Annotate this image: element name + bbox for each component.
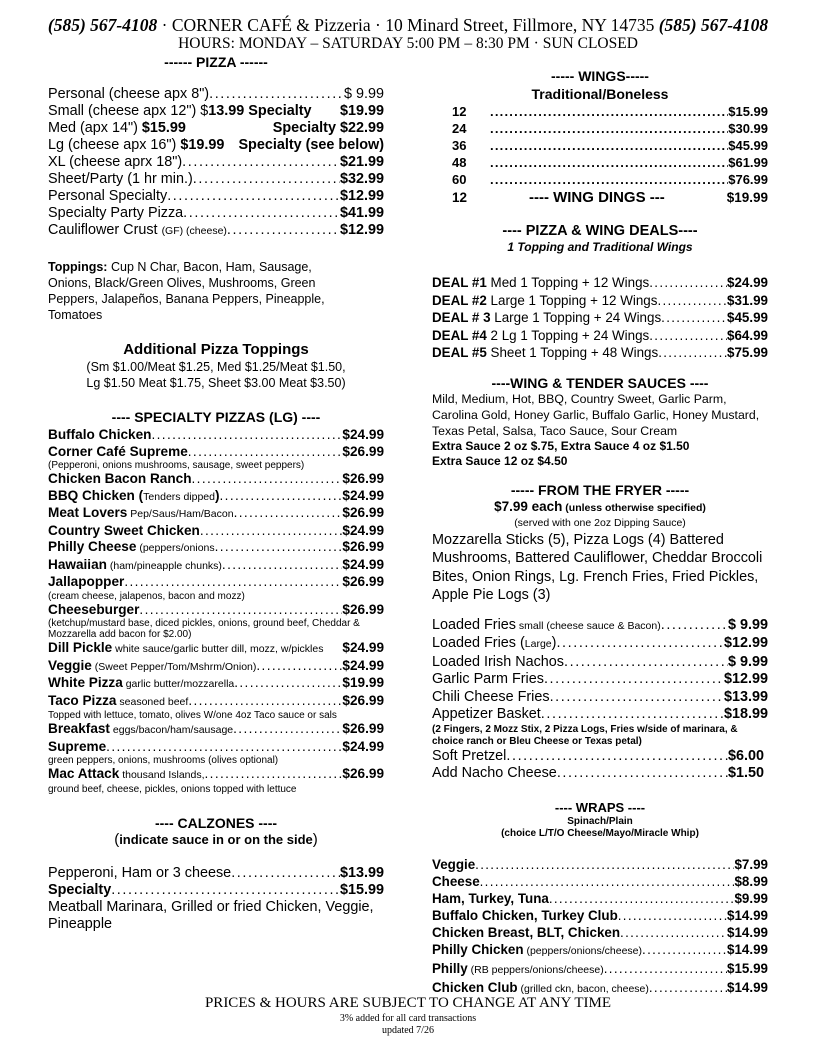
item-name: Ham, Turkey, Tuna bbox=[432, 890, 549, 906]
item-name: Dill Pickle white sauce/garlic butter dill, mozz, w/pickles bbox=[48, 640, 324, 655]
item-price: $76.99 bbox=[728, 172, 768, 187]
item-price: $14.99 bbox=[727, 979, 768, 995]
item-name: Taco Pizza seasoned beef bbox=[48, 692, 189, 708]
specialty-item bbox=[48, 427, 384, 444]
deal-item bbox=[432, 309, 768, 327]
item-name: DEAL # 3 Large 1 Topping + 24 Wings bbox=[432, 310, 662, 325]
wrap-item bbox=[432, 907, 768, 924]
pizza-item: Lg (cheese apx 16") $19.99 Specialty (see below) bbox=[48, 137, 384, 153]
fryer-list: Mozzarella Sticks (5), Pizza Logs (4) Battered Mushrooms, Battered Cauliflower, Cheddar Broccoli Bites, Onion Rings, Lg. French Fries, Fried Pickles, Apple Pie Logs (3) bbox=[432, 531, 763, 603]
header-line: (585) 567-4108 · CORNER CAFÉ & Pizzeria · 10 Minard Street, Fillmore, NY 14735 (585) 567-4108 bbox=[47, 15, 769, 35]
extra-sauce: Extra Sauce 12 oz $4.50 bbox=[432, 453, 568, 468]
item-price: $14.99 bbox=[727, 924, 768, 940]
business-name: CORNER CAFÉ & Pizzeria bbox=[171, 15, 371, 35]
item-price: $15.99 bbox=[727, 960, 768, 976]
item-name: Meat Lovers Pep/Saus/Ham/Bacon bbox=[48, 505, 234, 520]
item-name: White Pizza garlic butter/mozzarella bbox=[48, 675, 235, 690]
pizza-item: Personal Specialty . . . $12.99 bbox=[48, 188, 384, 205]
footer-updated: updated 7/26 bbox=[382, 1025, 434, 1036]
specialty-desc: ground beef, cheese, pickles, onions topped with lettuce bbox=[48, 783, 297, 795]
basket-note: (2 Fingers, 2 Mozz Stix, 2 Pizza Logs, Fries w/side of marinara, & choice ranch or Bleu Cheese or Texas petal) bbox=[432, 723, 738, 747]
hours: HOURS: MONDAY – SATURDAY 5:00 PM – 8:30 PM bbox=[178, 35, 530, 52]
deals-list bbox=[432, 274, 768, 362]
item-name: 36 bbox=[452, 138, 467, 153]
calzones-subtitle: (indicate sauce in or on the side) bbox=[114, 830, 318, 848]
pizza-title: ------ PIZZA ------ bbox=[164, 54, 268, 70]
specialty-item bbox=[48, 675, 384, 693]
item-price: $24.99 bbox=[342, 657, 384, 673]
item-price: $31.99 bbox=[727, 292, 768, 308]
item-price: $9.99 bbox=[734, 890, 768, 906]
item-price: $26.99 bbox=[342, 574, 384, 589]
item-name: Buffalo Chicken bbox=[48, 427, 152, 442]
item-price: $45.99 bbox=[727, 310, 768, 325]
wings-list bbox=[432, 103, 768, 188]
item-name: Loaded Fries (Large) bbox=[432, 635, 557, 651]
specialty-desc: (Pepperoni, onions mushrooms, sausage, sweet peppers) bbox=[48, 460, 305, 471]
item-price: $75.99 bbox=[727, 345, 768, 360]
item-price: $19.99 bbox=[342, 675, 384, 690]
item-name: Philly Chicken (peppers/onions/cheese) bbox=[432, 941, 643, 957]
item-price: $24.99 bbox=[342, 487, 384, 503]
toppings-list: Toppings: Cup N Char, Bacon, Ham, Sausage, Onions, Black/Green Olives, Mushrooms, Green Peppers, Jalapeños, Banana Peppers, Pineapple, Tomatoes bbox=[48, 260, 325, 322]
item-price: $30.99 bbox=[728, 121, 768, 136]
pizza-item: Sheet/Party (1 hr min.) . . . $32.99 bbox=[48, 171, 384, 188]
item-name: Chicken Breast, BLT, Chicken bbox=[432, 924, 621, 940]
item-price: $6.00 bbox=[727, 747, 764, 764]
fryer-served: (served with one 2oz Dipping Sauce) bbox=[514, 516, 686, 529]
item-name: Chili Cheese Fries bbox=[432, 688, 550, 705]
pizza-item: Cauliflower Crust (GF) (cheese) . . . $12.99 bbox=[48, 222, 384, 240]
item-name: DEAL #4 2 Lg 1 Topping + 24 Wings bbox=[432, 327, 650, 343]
footer-disclaimer: PRICES & HOURS ARE SUBJECT TO CHANGE AT ANY TIME bbox=[204, 995, 612, 1011]
specialty-item bbox=[48, 602, 384, 619]
fryer-item bbox=[432, 748, 768, 766]
item-price: $24.99 bbox=[342, 738, 384, 754]
sauces-title: ----WING & TENDER SAUCES ---- bbox=[491, 374, 709, 391]
wings-subtitle: Traditional/Boneless bbox=[531, 86, 669, 102]
calzone-note: Meatball Marinara, Grilled or fried Chicken, Veggie, Pineapple bbox=[48, 898, 374, 932]
fryer-item bbox=[432, 689, 768, 707]
item-price: $24.99 bbox=[727, 275, 768, 290]
item-name: Cheeseburger bbox=[48, 601, 140, 617]
phone-number: (585) 567-4108 bbox=[47, 15, 158, 35]
item-name: Veggie bbox=[432, 856, 476, 872]
specialty-item bbox=[48, 557, 384, 575]
item-name: Add Nacho Cheese bbox=[432, 765, 557, 781]
calzones-title: ---- CALZONES ---- bbox=[154, 814, 278, 831]
specialty-item bbox=[48, 539, 384, 557]
pizza-item: XL (cheese aprx 18") . . . $21.99 bbox=[48, 154, 384, 171]
item-price: $12.99 bbox=[723, 671, 768, 687]
pizza-item: Specialty Party Pizza . . . $41.99 bbox=[48, 205, 384, 222]
pizza-item: Personal (cheese apx 8") . . . $ 9.99 bbox=[48, 86, 384, 103]
deal-item bbox=[432, 274, 768, 292]
item-name: DEAL #5 Sheet 1 Topping + 48 Wings bbox=[432, 345, 659, 360]
wing-item bbox=[452, 137, 768, 154]
item-name: Loaded Irish Nachos bbox=[432, 653, 564, 670]
item-name: BBQ Chicken (Tenders dipped) bbox=[48, 487, 220, 503]
wings-title: ----- WINGS----- bbox=[551, 68, 649, 84]
deal-item bbox=[432, 327, 768, 345]
wing-item bbox=[452, 154, 768, 171]
fryer-item bbox=[432, 654, 768, 672]
item-price: $ 9.99 bbox=[727, 616, 768, 633]
specialty-item bbox=[48, 505, 384, 523]
specialty-item bbox=[48, 640, 384, 658]
address: 10 Minard Street, Fillmore, NY 14735 bbox=[385, 15, 655, 35]
fryer-title: ----- FROM THE FRYER ----- bbox=[510, 481, 690, 498]
item-name: Mac Attack thousand Islands, bbox=[48, 766, 205, 781]
pizza-item: Med (apx 14") $15.99 Specialty $22.99 bbox=[48, 120, 384, 136]
item-name: Soft Pretzel bbox=[432, 747, 507, 764]
item-name: Philly (RB peppers/onions/cheese) bbox=[432, 960, 604, 976]
item-name: Appetizer Basket bbox=[432, 706, 541, 722]
wing-item bbox=[452, 171, 768, 188]
item-price: $1.50 bbox=[727, 765, 764, 781]
item-price: $64.99 bbox=[727, 327, 768, 343]
calzone-item: Specialty . . . $15.99 bbox=[48, 882, 384, 899]
item-name: Supreme bbox=[48, 738, 107, 754]
wing-item bbox=[452, 120, 768, 137]
item-price: $26.99 bbox=[342, 443, 384, 459]
item-name: Philly Cheese (peppers/onions bbox=[48, 539, 215, 554]
item-price: $26.99 bbox=[342, 601, 384, 617]
deal-item bbox=[432, 292, 768, 310]
wraps-title: ---- WRAPS ---- bbox=[554, 799, 646, 815]
left-column bbox=[48, 54, 384, 933]
phone-number: (585) 567-4108 bbox=[658, 15, 769, 35]
item-price: $18.99 bbox=[723, 706, 768, 722]
item-name: 24 bbox=[452, 121, 467, 136]
specialty-item bbox=[48, 739, 384, 756]
closed-note: SUN CLOSED bbox=[542, 35, 638, 52]
specialty-desc: (cream cheese, jalapenos, bacon and mozz) bbox=[48, 590, 245, 602]
item-price: $26.99 bbox=[342, 692, 384, 708]
specialty-item bbox=[48, 721, 384, 739]
item-price: $24.99 bbox=[342, 556, 384, 572]
item-name: Garlic Parm Fries bbox=[432, 671, 544, 687]
specialty-item bbox=[48, 523, 384, 540]
wrap-item bbox=[432, 873, 768, 890]
wrap-item bbox=[432, 856, 768, 873]
calzones-list bbox=[48, 865, 384, 933]
wraps-list bbox=[432, 856, 768, 998]
item-name: Veggie (Sweet Pepper/Tom/Mshrm/Onion) bbox=[48, 657, 257, 673]
fryer-item bbox=[432, 617, 768, 636]
item-price: $14.99 bbox=[727, 941, 768, 957]
specialty-item bbox=[48, 766, 384, 784]
item-name: Buffalo Chicken, Turkey Club bbox=[432, 907, 618, 923]
specialty-item bbox=[48, 574, 384, 591]
wrap-item bbox=[432, 941, 768, 960]
item-name: Corner Café Supreme bbox=[48, 443, 188, 459]
fryer-items bbox=[432, 617, 768, 724]
fryer-item bbox=[432, 765, 768, 783]
item-name: 48 bbox=[452, 155, 467, 170]
item-price: $13.99 bbox=[723, 688, 768, 705]
pizza-item: Small (cheese apx 12") $13.99 Specialty $19.99 bbox=[48, 103, 384, 119]
item-name: Chicken Bacon Ranch bbox=[48, 471, 192, 486]
item-name: Breakfast eggs/bacon/ham/sausage bbox=[48, 721, 234, 736]
specialty-title: ---- SPECIALTY PIZZAS (LG) ---- bbox=[111, 409, 321, 425]
hours-line: HOURS: MONDAY – SATURDAY 5:00 PM – 8:30 PM · SUN CLOSED bbox=[178, 35, 638, 52]
wing-dings: 12 ---- WING DINGS --- $19.99 bbox=[452, 189, 768, 206]
specialty-desc: Topped with lettuce, tomato, olives W/one 4oz Taco sauce or sals bbox=[48, 710, 337, 721]
fryer-item bbox=[432, 635, 768, 654]
deals-title: ---- PIZZA & WING DEALS---- bbox=[502, 223, 698, 239]
item-name: 12 bbox=[452, 104, 467, 119]
pizza-list bbox=[48, 86, 384, 240]
wrap-item bbox=[432, 890, 768, 907]
item-price: $24.99 bbox=[342, 522, 384, 538]
item-price: $26.99 bbox=[342, 539, 384, 554]
item-price: $26.99 bbox=[342, 505, 384, 520]
item-price: $24.99 bbox=[342, 640, 384, 655]
item-price: $61.99 bbox=[728, 155, 768, 170]
item-name: DEAL #2 Large 1 Topping + 12 Wings bbox=[432, 292, 658, 308]
item-name: 60 bbox=[452, 172, 467, 187]
item-price: $15.99 bbox=[728, 104, 768, 119]
item-name: Chicken Club (grilled ckn, bacon, cheese) bbox=[432, 979, 649, 995]
specialty-item bbox=[48, 444, 384, 461]
item-name: Jallapopper bbox=[48, 574, 125, 589]
additional-toppings-title: Additional Pizza Toppings bbox=[123, 341, 309, 358]
fryer-items-extra bbox=[432, 748, 768, 783]
specialty-item bbox=[48, 693, 384, 711]
fryer-item bbox=[432, 671, 768, 689]
specialty-list bbox=[48, 427, 384, 795]
specialty-item bbox=[48, 488, 384, 506]
item-price: $8.99 bbox=[734, 873, 768, 889]
item-price: $7.99 bbox=[734, 856, 768, 872]
item-price: $ 9.99 bbox=[727, 653, 768, 670]
right-column bbox=[432, 68, 768, 998]
wing-item bbox=[452, 103, 768, 120]
item-name: DEAL #1 Med 1 Topping + 12 Wings bbox=[432, 275, 650, 290]
fryer-item bbox=[432, 706, 768, 724]
calzone-item: Pepperoni, Ham or 3 cheese . . . $13.99 bbox=[48, 865, 384, 882]
specialty-desc: green peppers, onions, mushrooms (olives optional) bbox=[48, 755, 279, 766]
specialty-desc: (ketchup/mustard base, diced pickles, onions, ground beef, Cheddar & Mozzarella add bacon for $2.00) bbox=[48, 618, 360, 640]
item-name: Loaded Fries small (cheese sauce & Bacon) bbox=[432, 616, 661, 633]
wrap-item bbox=[432, 960, 768, 979]
extra-sauce: Extra Sauce 2 oz $.75, Extra Sauce 4 oz $1.50 bbox=[432, 438, 690, 453]
wraps-sub: (choice L/T/O Cheese/Mayo/Miracle Whip) bbox=[501, 827, 699, 839]
item-price: $12.99 bbox=[723, 635, 768, 651]
additional-toppings: Additional Pizza Toppings (Sm $1.00/Meat $1.25, Med $1.25/Meat $1.50, Lg $1.50 Meat $1.75, Sheet $3.00 Meat $3.50) bbox=[48, 340, 384, 391]
item-price: $45.99 bbox=[728, 138, 768, 153]
specialty-item bbox=[48, 471, 384, 488]
item-name: Cheese bbox=[432, 873, 480, 889]
item-price: $24.99 bbox=[342, 427, 384, 442]
footer-card-fee: 3% added for all card transactions bbox=[339, 1013, 477, 1024]
deals-subtitle: 1 Topping and Traditional Wings bbox=[507, 240, 693, 254]
item-price: $26.99 bbox=[342, 721, 384, 736]
item-name: Country Sweet Chicken bbox=[48, 522, 200, 538]
sauces-text: Mild, Medium, Hot, BBQ, Country Sweet, Garlic Parm, Carolina Gold, Honey Garlic, Buffalo Garlic, Honey Mustard, Texas Petal, Salsa, Taco Sauce, Sour Cream bbox=[432, 391, 760, 438]
wraps-sub: Spinach/Plain bbox=[567, 815, 633, 827]
item-price: $26.99 bbox=[342, 766, 384, 781]
item-price: $26.99 bbox=[342, 471, 384, 486]
deal-item bbox=[432, 344, 768, 362]
fryer-each: $7.99 each (unless otherwise specified) bbox=[494, 498, 706, 514]
specialty-item bbox=[48, 658, 384, 676]
item-price: $14.99 bbox=[727, 907, 768, 923]
item-name: Hawaiian (ham/pineapple chunks) bbox=[48, 556, 222, 572]
wrap-item bbox=[432, 924, 768, 941]
